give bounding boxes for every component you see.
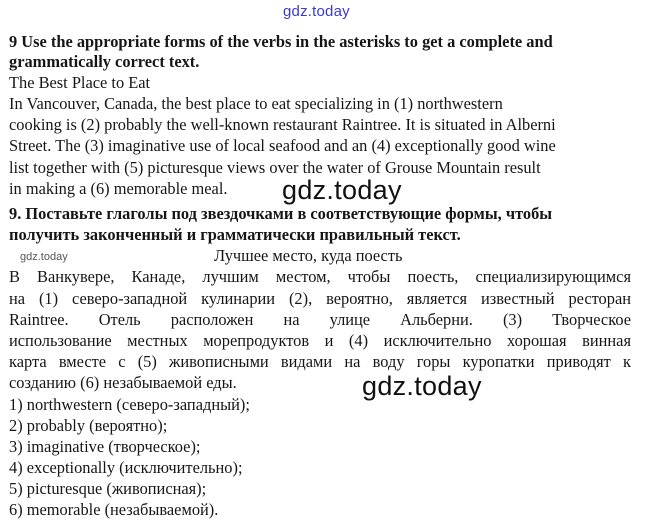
answer-item: 4) exceptionally (исключительно);: [9, 458, 243, 477]
english-line-2: cooking is (2) probably the well-known restaurant Raintree. It is situated in Alberni: [9, 115, 556, 134]
answer-item: 1) northwestern (северо-западный);: [9, 395, 250, 414]
russian-heading-line-2: получить законченный и грамматически правильный текст.: [9, 225, 461, 244]
english-line-5: in making a (6) memorable meal.: [9, 179, 228, 198]
english-line-1: In Vancouver, Canada, the best place to eat specializing in (1) northwestern: [9, 94, 503, 113]
watermark-top: gdz.today: [283, 3, 350, 20]
russian-heading-line-1: 9. Поставьте глаголы под звездочками в соответствующие формы, чтобы: [9, 204, 553, 223]
russian-line-5: карта вместе с (5) живописными видами на воду горы куропатки приводят к: [9, 352, 631, 371]
english-heading-line-1: 9 Use the appropriate forms of the verbs in the asterisks to get a complete and: [9, 32, 553, 51]
watermark-lower: gdz.today: [362, 371, 482, 401]
answer-item: 3) imaginative (творческое);: [9, 437, 201, 456]
russian-line-2: на (1) северо-западной кулинарии (2), вероятно, является известный ресторан: [9, 289, 631, 308]
russian-title: Лучшее место, куда поесть: [214, 246, 403, 265]
answer-item: 5) picturesque (живописная);: [9, 479, 207, 498]
answer-item: 6) memorable (незабываемой).: [9, 500, 219, 519]
russian-line-4: использование местных морепродуктов и (4) исключительно хорошая винная: [9, 331, 631, 350]
english-line-4: list together with (5) picturesque views over the water of Grouse Mountain result: [9, 158, 541, 177]
watermark-small: gdz.today: [20, 251, 68, 263]
watermark-middle: gdz.today: [282, 175, 402, 205]
answer-item: 2) probably (вероятно);: [9, 416, 168, 435]
russian-line-1: В Ванкувере, Канаде, лучшим местом, чтобы поесть, специализирующимся: [9, 267, 631, 286]
russian-line-3: Raintree. Отель расположен на улице Альберни. (3) Творческое: [9, 310, 631, 329]
english-title: The Best Place to Eat: [9, 73, 151, 92]
russian-line-6: созданию (6) незабываемой еды.: [9, 373, 237, 392]
english-heading-line-2: grammatically correct text.: [9, 52, 200, 71]
english-line-3: Street. The (3) imaginative use of local seafood and an (4) exceptionally good wine: [9, 136, 556, 155]
